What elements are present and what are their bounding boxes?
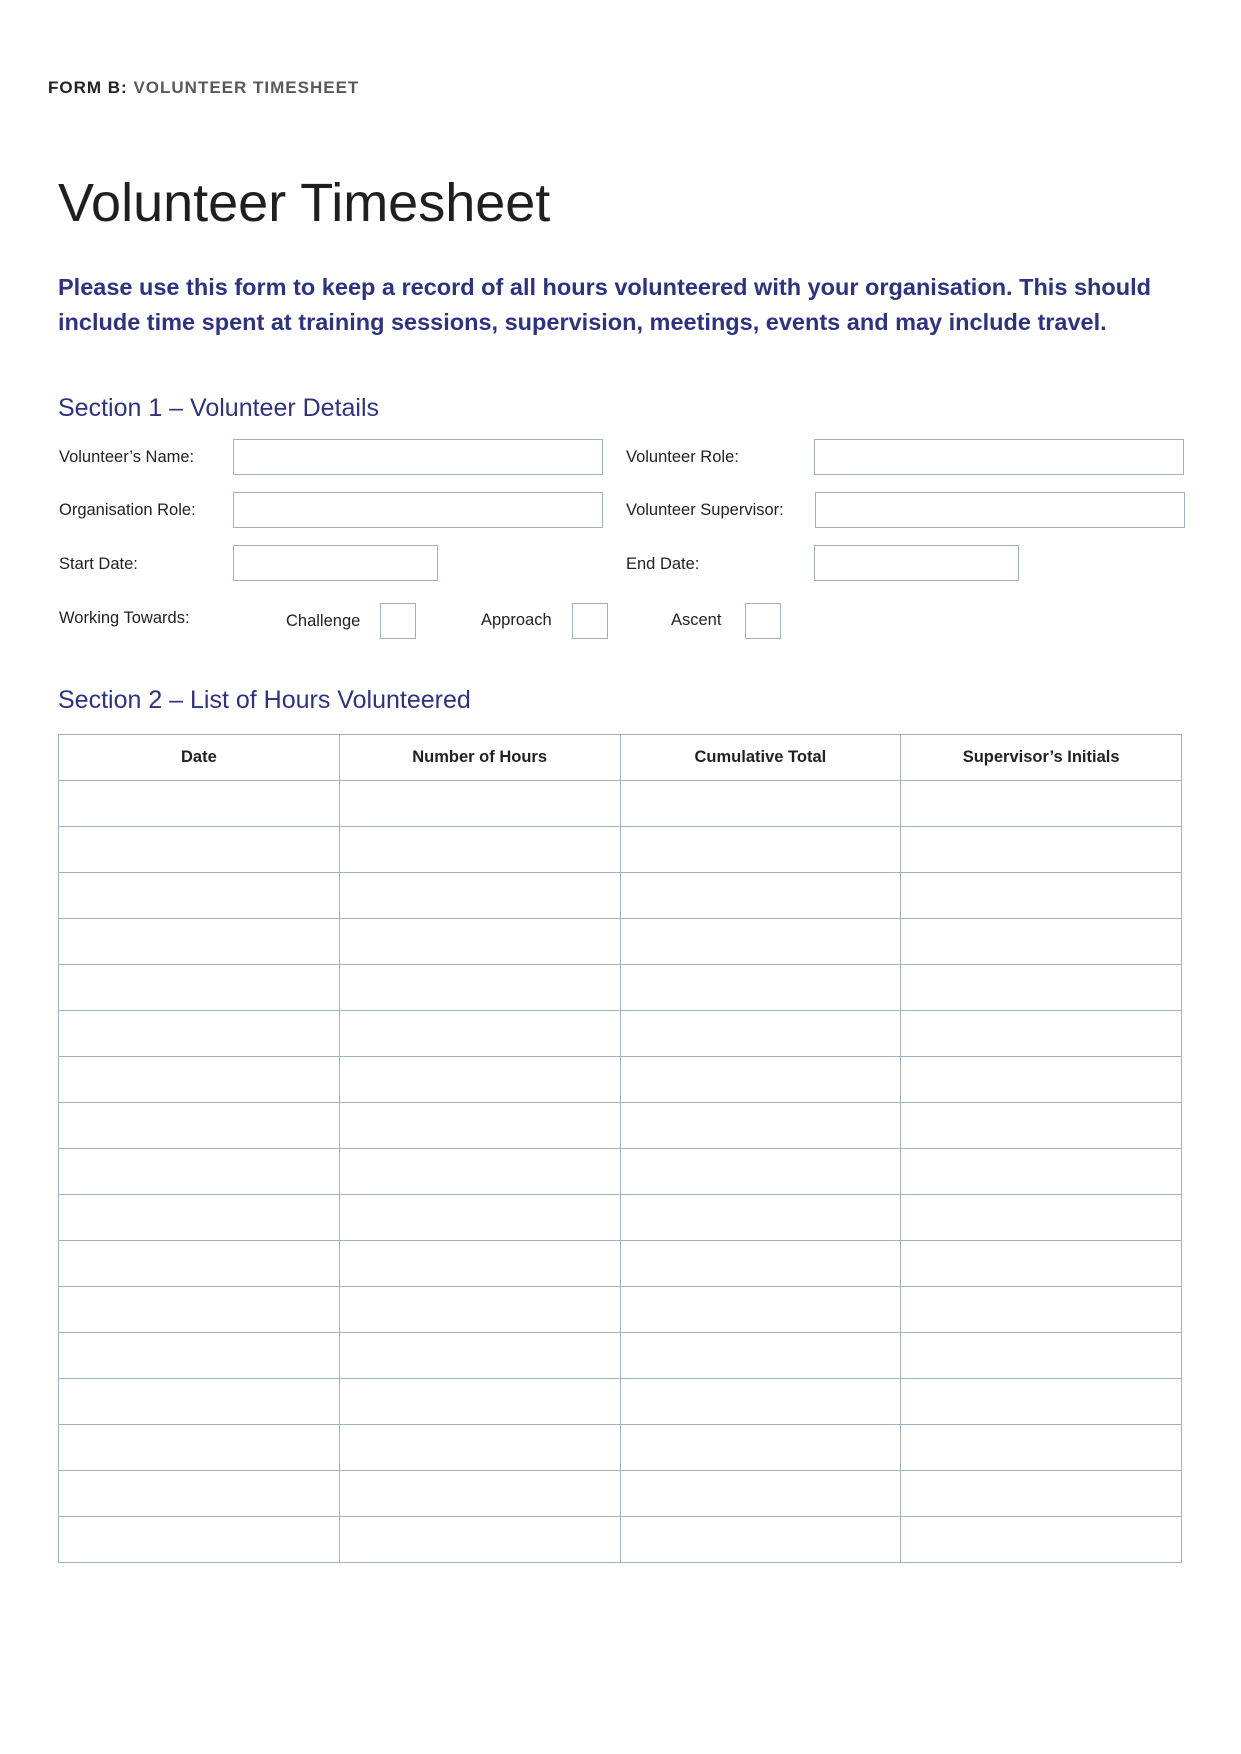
organisation-role-field[interactable] (233, 492, 603, 528)
date-cell[interactable] (59, 919, 340, 965)
approach-label: Approach (481, 611, 552, 629)
initials-cell[interactable] (901, 1379, 1182, 1425)
ascent-label: Ascent (671, 611, 722, 629)
challenge-checkbox[interactable] (380, 603, 416, 639)
initials-cell[interactable] (901, 919, 1182, 965)
cumulative-total-cell[interactable] (620, 827, 901, 873)
date-cell[interactable] (59, 1103, 340, 1149)
table-row (59, 919, 1182, 965)
hours-cell[interactable] (339, 965, 620, 1011)
intro-text: Please use this form to keep a record of all hours volunteered with your organisation. This should include time spent at training sessions, supervision, meetings, events and may include travel. (58, 274, 1151, 335)
form-header (48, 78, 359, 98)
hours-table (58, 734, 1182, 1563)
date-cell[interactable] (59, 1149, 340, 1195)
date-cell[interactable] (59, 1471, 340, 1517)
volunteer-role-label: Volunteer Role: (626, 448, 739, 466)
initials-cell[interactable] (901, 873, 1182, 919)
date-cell[interactable] (59, 873, 340, 919)
volunteer-name-field[interactable] (233, 439, 603, 475)
cumulative-total-cell[interactable] (620, 1057, 901, 1103)
initials-cell[interactable] (901, 827, 1182, 873)
cumulative-total-cell[interactable] (620, 1333, 901, 1379)
table-row (59, 1011, 1182, 1057)
table-row (59, 1287, 1182, 1333)
cumulative-total-cell[interactable] (620, 1517, 901, 1563)
table-row (59, 1425, 1182, 1471)
working-towards-label: Working Towards: (59, 609, 190, 627)
date-cell[interactable] (59, 1333, 340, 1379)
cumulative-total-cell[interactable] (620, 1425, 901, 1471)
table-row (59, 1057, 1182, 1103)
hours-cell[interactable] (339, 1287, 620, 1333)
cumulative-total-cell[interactable] (620, 1195, 901, 1241)
start-date-label: Start Date: (59, 555, 138, 573)
initials-cell[interactable] (901, 1057, 1182, 1103)
initials-cell[interactable] (901, 965, 1182, 1011)
date-cell[interactable] (59, 1195, 340, 1241)
date-cell[interactable] (59, 1057, 340, 1103)
date-cell[interactable] (59, 1011, 340, 1057)
cumulative-total-cell[interactable] (620, 1241, 901, 1287)
initials-cell[interactable] (901, 781, 1182, 827)
challenge-label: Challenge (286, 612, 361, 630)
hours-table-body (59, 781, 1182, 1563)
initials-cell[interactable] (901, 1333, 1182, 1379)
form-name: VOLUNTEER TIMESHEET (133, 78, 360, 97)
initials-cell[interactable] (901, 1103, 1182, 1149)
cumulative-total-cell[interactable] (620, 1011, 901, 1057)
hours-cell[interactable] (339, 919, 620, 965)
date-cell[interactable] (59, 1517, 340, 1563)
column-header-date: Date (59, 735, 340, 781)
volunteer-role-field[interactable] (814, 439, 1184, 475)
section2-title: Section 2 – List of Hours Volunteered (58, 686, 471, 714)
ascent-checkbox[interactable] (745, 603, 781, 639)
hours-cell[interactable] (339, 1195, 620, 1241)
table-row (59, 1103, 1182, 1149)
date-cell[interactable] (59, 1425, 340, 1471)
cumulative-total-cell[interactable] (620, 1379, 901, 1425)
date-cell[interactable] (59, 965, 340, 1011)
date-cell[interactable] (59, 1379, 340, 1425)
end-date-label: End Date: (626, 555, 700, 573)
section1-title: Section 1 – Volunteer Details (58, 394, 380, 422)
table-header-row (59, 735, 1182, 781)
hours-cell[interactable] (339, 1149, 620, 1195)
cumulative-total-cell[interactable] (620, 1471, 901, 1517)
approach-checkbox[interactable] (572, 603, 608, 639)
column-header-supervisors-initials: Supervisor’s Initials (901, 735, 1182, 781)
hours-cell[interactable] (339, 873, 620, 919)
initials-cell[interactable] (901, 1011, 1182, 1057)
initials-cell[interactable] (901, 1287, 1182, 1333)
table-row (59, 827, 1182, 873)
table-row (59, 1471, 1182, 1517)
hours-cell[interactable] (339, 827, 620, 873)
table-row (59, 965, 1182, 1011)
table-row (59, 1149, 1182, 1195)
form-code: FORM B: (48, 78, 128, 97)
cumulative-total-cell[interactable] (620, 781, 901, 827)
initials-cell[interactable] (901, 1195, 1182, 1241)
hours-cell[interactable] (339, 1471, 620, 1517)
column-header-number-of-hours: Number of Hours (339, 735, 620, 781)
date-cell[interactable] (59, 1287, 340, 1333)
date-cell[interactable] (59, 827, 340, 873)
hours-cell[interactable] (339, 1241, 620, 1287)
page-title: Volunteer Timesheet (58, 173, 551, 233)
hours-cell[interactable] (339, 1517, 620, 1563)
initials-cell[interactable] (901, 1517, 1182, 1563)
volunteer-name-label: Volunteer’s Name: (59, 448, 195, 466)
hours-cell[interactable] (339, 1103, 620, 1149)
hours-cell[interactable] (339, 1333, 620, 1379)
volunteer-supervisor-label: Volunteer Supervisor: (626, 501, 784, 519)
hours-cell[interactable] (339, 1425, 620, 1471)
hours-cell[interactable] (339, 1011, 620, 1057)
date-cell[interactable] (59, 781, 340, 827)
table-row (59, 1333, 1182, 1379)
table-row (59, 1379, 1182, 1425)
table-row (59, 781, 1182, 827)
table-row (59, 1195, 1182, 1241)
cumulative-total-cell[interactable] (620, 1149, 901, 1195)
cumulative-total-cell[interactable] (620, 965, 901, 1011)
hours-cell[interactable] (339, 1057, 620, 1103)
initials-cell[interactable] (901, 1149, 1182, 1195)
initials-cell[interactable] (901, 1425, 1182, 1471)
hours-cell[interactable] (339, 1379, 620, 1425)
start-date-field[interactable] (233, 545, 438, 581)
hours-cell[interactable] (339, 781, 620, 827)
initials-cell[interactable] (901, 1471, 1182, 1517)
initials-cell[interactable] (901, 1241, 1182, 1287)
cumulative-total-cell[interactable] (620, 873, 901, 919)
volunteer-supervisor-field[interactable] (815, 492, 1185, 528)
date-cell[interactable] (59, 1241, 340, 1287)
column-header-cumulative-total: Cumulative Total (620, 735, 901, 781)
organisation-role-label: Organisation Role: (59, 501, 196, 519)
end-date-field[interactable] (814, 545, 1019, 581)
cumulative-total-cell[interactable] (620, 919, 901, 965)
table-row (59, 873, 1182, 919)
cumulative-total-cell[interactable] (620, 1103, 901, 1149)
cumulative-total-cell[interactable] (620, 1287, 901, 1333)
table-row (59, 1241, 1182, 1287)
table-row (59, 1517, 1182, 1563)
